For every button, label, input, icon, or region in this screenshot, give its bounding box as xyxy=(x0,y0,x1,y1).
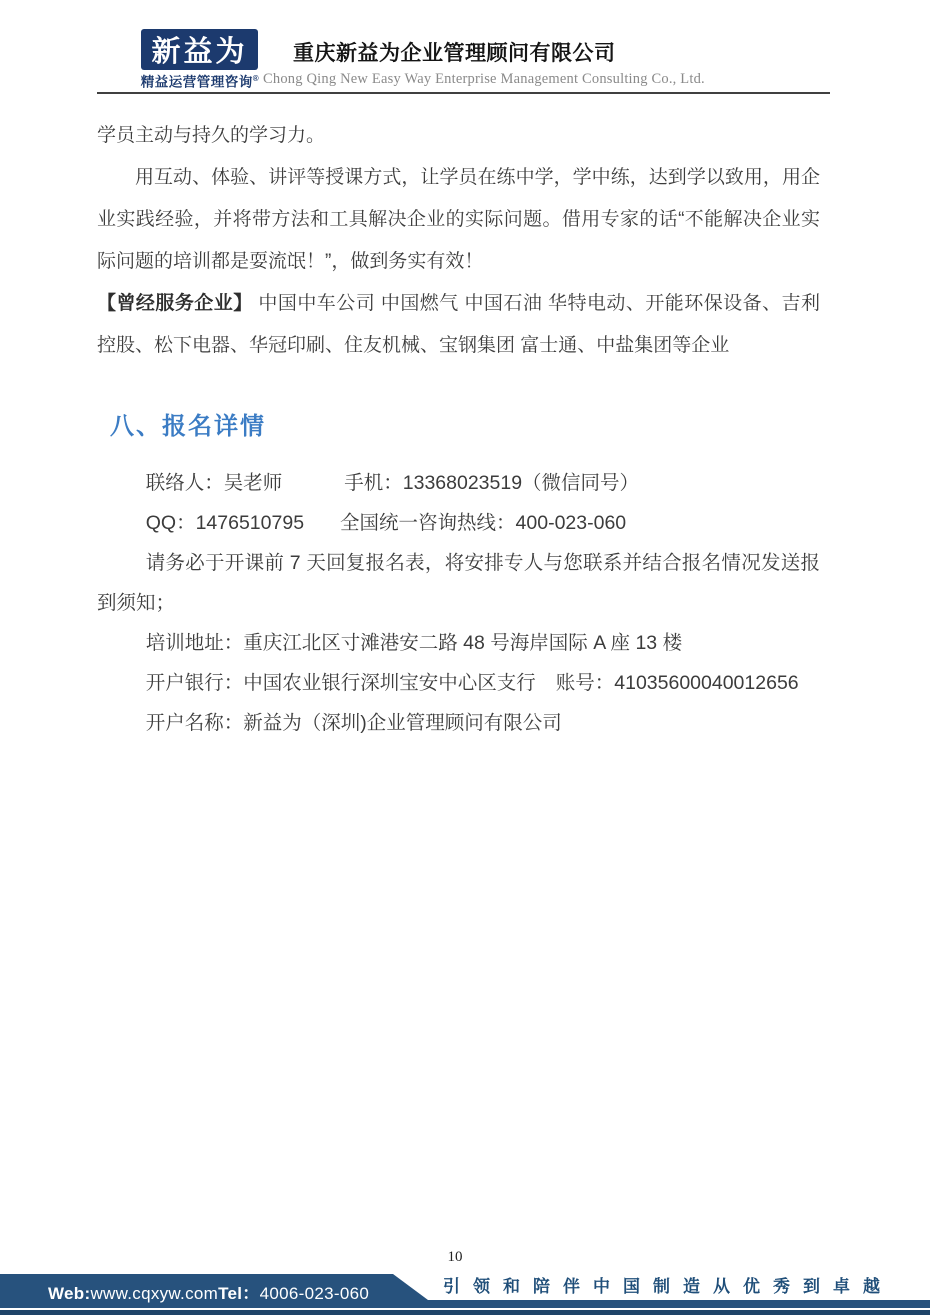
served-companies-label: 【曾经服务企业】 xyxy=(97,293,253,314)
paragraph-served-companies xyxy=(97,283,820,367)
contact-mobile: 手机：13368023519（微信同号） xyxy=(344,472,640,494)
contact-row-2 xyxy=(97,503,820,543)
contact-row-1 xyxy=(97,463,820,503)
bank-account-number: 账号：41035600040012656 xyxy=(555,672,799,694)
footer-contact-info xyxy=(48,1284,369,1304)
bank-row xyxy=(97,663,820,703)
web-label: Web: xyxy=(48,1284,91,1303)
section-heading-registration: 八、报名详情 xyxy=(110,413,266,440)
registration-details xyxy=(97,463,820,743)
contact-hotline: 全国统一咨询热线：400-023-060 xyxy=(340,512,627,534)
tel-number: 4006-023-060 xyxy=(259,1284,370,1303)
tel-label: Tel： xyxy=(218,1284,260,1303)
contact-person: 联络人：吴老师 xyxy=(145,472,283,494)
bank-name: 开户银行：中国农业银行深圳宝安中心区支行 xyxy=(145,672,536,694)
company-logo xyxy=(141,29,258,70)
footer-bottom-line xyxy=(0,1310,930,1315)
page-number: 10 xyxy=(447,1249,463,1265)
served-companies-list: 中国中车公司 中国燃气 中国石油 华特电动、开能环保设备、吉利控股、松下电器、华冠印刷、住友机械、宝钢集团 富士通、中盐集团等企业 xyxy=(97,293,820,356)
logo-subtitle: 精益运营管理咨询® xyxy=(140,74,260,90)
contact-qq: QQ：1476510795 xyxy=(145,512,305,534)
paragraph-carryover: 学员主动与持久的学习力。 xyxy=(97,125,326,146)
logo-mark-text: 新益为 xyxy=(151,36,248,68)
footer-slogan: 引领和陪伴中国制造从优秀到卓越 xyxy=(443,1277,893,1296)
registration-notice: 请务必于开课前 7 天回复报名表，将安排专人与您联系并结合报名情况发送报到须知； xyxy=(97,552,820,614)
web-url: www.cqxyw.com xyxy=(90,1284,219,1303)
document-body xyxy=(97,94,820,743)
account-holder-name: 开户名称：新益为（深圳)企业管理顾问有限公司 xyxy=(145,712,562,734)
company-name-english: Chong Qing New Easy Way Enterprise Management Consulting Co., Ltd. xyxy=(263,71,705,87)
paragraph-teaching-method: 用互动、体验、讲评等授课方式，让学员在练中学，学中练，达到学以致用，用企业实践经验，并将带方法和工具解决企业的实际问题。借用专家的话“不能解决企业实际问题的培训都是耍流氓！”，做到务实有效！ xyxy=(97,167,820,272)
training-address: 培训地址：重庆江北区寸滩港安二路 48 号海岸国际 A 座 13 楼 xyxy=(145,632,683,654)
registered-trademark-icon: ® xyxy=(252,74,260,83)
company-name-chinese: 重庆新益为企业管理顾问有限公司 xyxy=(293,42,616,65)
